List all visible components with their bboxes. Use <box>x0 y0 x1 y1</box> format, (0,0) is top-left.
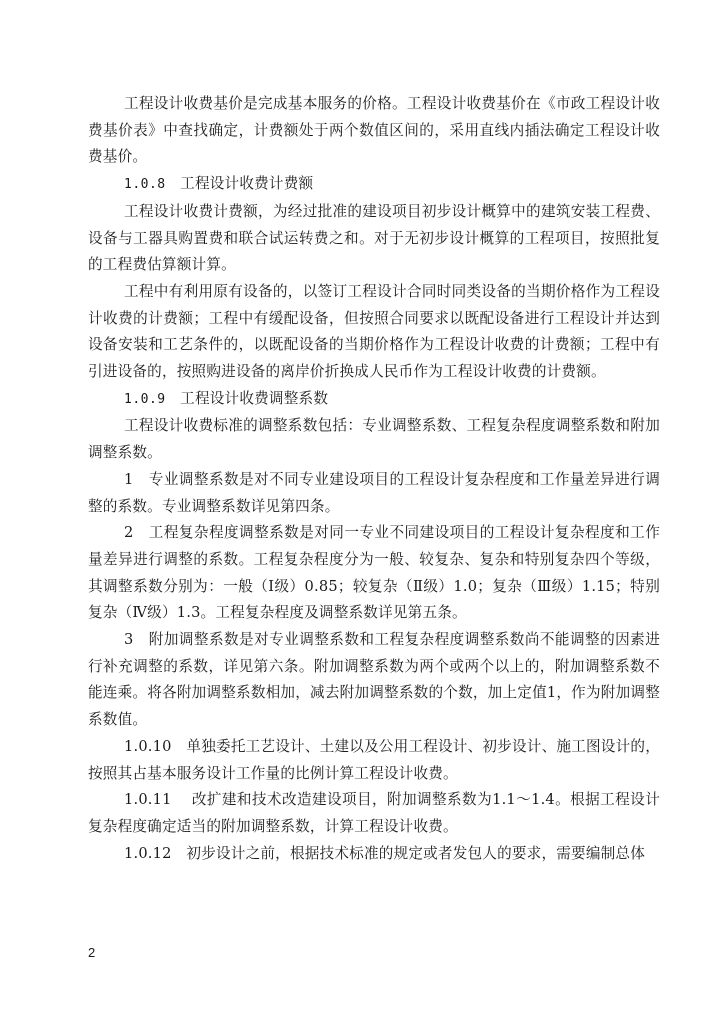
paragraph: 1.0.11 改扩建和技术改造建设项目，附加调整系数为1.1～1.4。根据工程设计复杂程度确定适当的附加调整系数，计算工程设计收费。 <box>88 791 660 835</box>
page-number: 2 <box>88 945 96 960</box>
section-title: 工程设计收费计费额 <box>180 175 314 193</box>
section-number: 1.0.8 <box>124 177 166 193</box>
paragraph: 工程中有利用原有设备的，以签订工程设计合同时同类设备的当期价格作为工程设计收费的计费额；工程中有缓配设备，但按照合同要求以既配设备进行工程设计并达到设备安装和工艺条件的，以既配设备的当期价格作为工程设计收费的计费额；工程中有引进设备的，按照购进设备的离岸价折换成人民币作为工程设计收费的计费额。 <box>88 282 660 381</box>
paragraph: 工程设计收费计费额，为经过批准的建设项目初步设计概算中的建筑安装工程费、设备与工器具购置费和联合试运转费之和。对于无初步设计概算的工程项目，按照批复的工程费估算额计算。 <box>88 202 660 274</box>
paragraph: 1.0.12 初步设计之前，根据技术标准的规定或者发包人的要求，需要编制总体 <box>124 844 646 862</box>
paragraph: 工程设计收费标准的调整系数包括：专业调整系数、工程复杂程度调整系数和附加调整系数。 <box>88 417 660 462</box>
section-heading <box>88 386 660 414</box>
section-title: 工程设计收费调整系数 <box>180 389 329 407</box>
paragraph: 1.0.10 单独委托工艺设计、土建以及公用工程设计、初步设计、施工图设计的，按照其占基本服务设计工作量的比例计算工程设计收费。 <box>88 737 660 782</box>
section-number: 1.0.9 <box>124 391 166 407</box>
list-item: 2 工程复杂程度调整系数是对同一专业不同建设项目的工程设计复杂程度和工作量差异进行调整的系数。工程复杂程度分为一般、较复杂、复杂和特别复杂四个等级，其调整系数分别为：一般（Ⅰ级）0.85；较复杂（Ⅱ级）1.0；复杂（Ⅲ级）1.15；特别复杂（Ⅳ级）1.3。工程复杂程度及调整系数详见第五条。 <box>88 524 660 622</box>
document-body <box>88 91 660 867</box>
list-item: 1 专业调整系数是对不同专业建设项目的工程设计复杂程度和工作量差异进行调整的系数。专业调整系数详见第四条。 <box>88 470 660 515</box>
list-item: 3 附加调整系数是对专业调整系数和工程复杂程度调整系数尚不能调整的因素进行补充调整的系数，详见第六条。附加调整系数为两个或两个以上的，附加调整系数不能连乘。将各附加调整系数相加，减去附加调整系数的个数，加上定值1，作为附加调整系数值。 <box>88 631 660 729</box>
paragraph: 工程设计收费基价是完成基本服务的价格。工程设计收费基价在《市政工程设计收费基价表》中查找确定，计费额处于两个数值区间的，采用直线内插法确定工程设计收费基价。 <box>88 95 660 166</box>
section-heading <box>88 171 660 199</box>
